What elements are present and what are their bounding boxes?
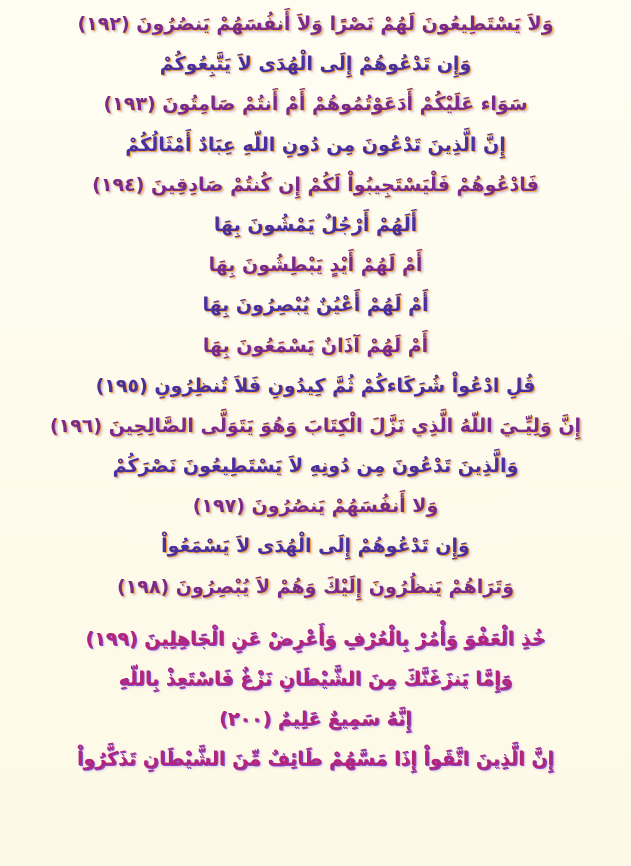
verse-text: وَإِمَّا يَنزَغَنَّكَ مِنَ الشَّيْطَانِ نَزْغٌ فَاسْتَعِذْ بِاللّهِ — [118, 668, 513, 690]
verse-line — [0, 245, 631, 285]
verse-line — [0, 285, 631, 325]
verse-text: خُذِ الْعَفْوَ وَأْمُرْ بِالْعُرْفِ وَأَعْرِضْ عَنِ الْجَاهِلِينَ (١٩٩) — [85, 627, 546, 650]
verse-line — [0, 44, 631, 84]
verse-line — [0, 165, 631, 205]
verse-text: أَمْ لَهُمْ أَيْدٍ يَبْطِشُونَ بِهَا — [208, 254, 423, 277]
verse-line — [0, 567, 631, 607]
verse-line — [0, 699, 631, 739]
verse-line — [0, 659, 631, 699]
verse-text: وَلاَ يَسْتَطِيعُونَ لَهُمْ نَصْرًا وَلاَ أَنفُسَهُمْ يَنصُرُونَ (١٩٢) — [77, 13, 554, 35]
verse-line — [0, 526, 631, 566]
verse-text: أَمْ لَهُمْ آذَانٌ يَسْمَعُونَ بِهَا — [202, 334, 429, 357]
verse-text: وَتَرَاهُمْ يَنظُرُونَ إِلَيْكَ وَهُمْ لاَ يُبْصِرُونَ (١٩٨) — [116, 575, 515, 598]
verse-list — [0, 4, 631, 780]
verse-text: أَمْ لَهُمْ أَعْيُنٌ يُبْصِرُونَ بِهَا — [202, 294, 429, 317]
verse-line — [0, 446, 631, 486]
verse-text: إِنَّ وَلِيِّـيَ اللّهُ الَّذِي نَزَّلَ الْكِتَابَ وَهُوَ يَتَوَلَّى الصَّالِحِينَ (١٩٦) — [49, 414, 582, 437]
verse-text: سَوَاء عَلَيْكُمْ أَدَعَوْتُمُوهُمْ أَمْ أَنتُمْ صَامِتُونَ (١٩٣) — [103, 93, 528, 116]
verse-text: إِنَّ الَّذِينَ اتَّقَواْ إِذَا مَسَّهُمْ طَائِفٌ مِّنَ الشَّيْطَانِ تَذَكَّرُواْ — [76, 748, 555, 771]
verse-text: إِنَّهُ سَمِيعٌ عَلِيمٌ (٢٠٠) — [219, 708, 412, 731]
verse-text: وَإِن تَدْعُوهُمْ إِلَى الْهُدَى لاَ يَتَّبِعُوكُمْ — [159, 53, 472, 76]
verse-line — [0, 619, 631, 659]
verse-line — [0, 739, 631, 779]
verse-text: قُلِ ادْعُواْ شُرَكَاءكُمْ ثُمَّ كِيدُونِ فَلاَ تُنظِرُونِ (١٩٥) — [95, 374, 536, 397]
verse-text: وَإِن تَدْعُوهُمْ إِلَى الْهُدَى لاَ يَسْمَعُواْ — [161, 535, 470, 558]
verse-text: وَالَّذِينَ تَدْعُونَ مِن دُونِهِ لاَ يَسْتَطِيعُونَ نَصْرَكُمْ — [112, 455, 519, 478]
verse-text: أَلَهُمْ أَرْجُلٌ يَمْشُونَ بِهَا — [213, 213, 418, 236]
verse-line — [0, 366, 631, 406]
verse-line — [0, 326, 631, 366]
verse-text: فَادْعُوهُمْ فَلْيَسْتَجِيبُواْ لَكُمْ إِن كُنتُمْ صَادِقِينَ (١٩٤) — [92, 173, 539, 196]
verse-line — [0, 4, 631, 44]
verse-line — [0, 486, 631, 526]
verse-line — [0, 205, 631, 245]
verse-text: وَلا أَنفُسَهُمْ يَنصُرُونَ (١٩٧) — [192, 495, 439, 518]
verse-line — [0, 125, 631, 165]
verse-line — [0, 84, 631, 124]
verse-line — [0, 406, 631, 446]
verse-text: إِنَّ الَّذِينَ تَدْعُونَ مِن دُونِ اللّهِ عِبَادٌ أَمْثَالُكُمْ — [125, 133, 506, 156]
